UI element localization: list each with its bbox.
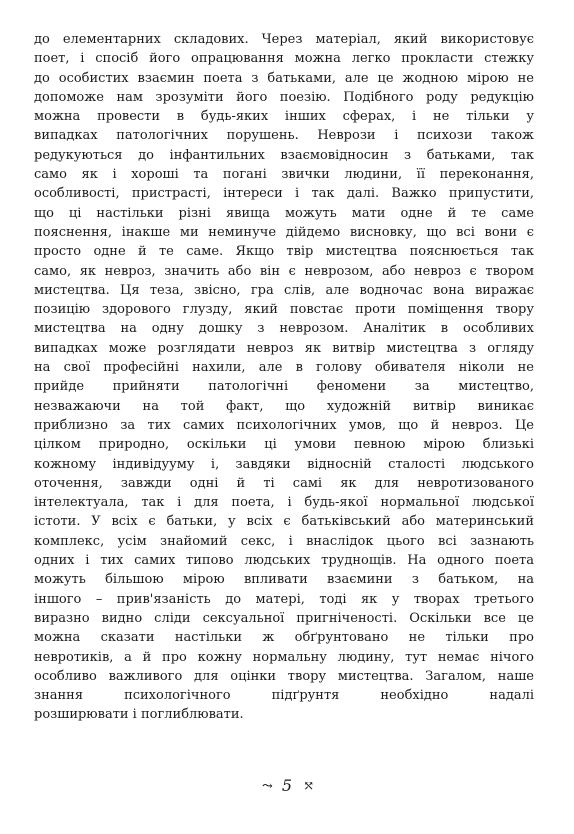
text-line: можна сказати настільки ж обґрунтовано не тільки про [34, 630, 534, 646]
page-footer [0, 776, 574, 795]
text-line: поет, і спосіб його опрацювання можна легко прокласти стежку [34, 51, 534, 67]
text-line: позицію здорового глузду, який повстає проти поміщення твору [34, 302, 534, 318]
text-line: до особистих взаємин поета з батьками, але це жодною мірою не [34, 70, 534, 86]
text-line: що ці настільки різні явища можуть мати одне й те саме [34, 205, 534, 221]
text-line: виразно видно сліди сексуальної пригніченості. Оскільки все це [34, 610, 534, 626]
text-line: прийде прийняти патологічні феномени за мистецтво, [34, 379, 534, 395]
text-line: допоможе нам зрозуміти його поезію. Подібного роду редукцію [34, 89, 534, 105]
text-line: комплекс, усім знайомий секс, і внаслідок цього всі зазнають [34, 533, 534, 549]
text-line: редукуються до інфантильних взаємовідносин з батьками, так [34, 147, 534, 163]
text-line: пояснення, інакше ми неминуче дійдемо висновку, що всі вони є [34, 224, 534, 240]
text-line: істоти. У всіх є батьки, у всіх є батьківський або материнський [34, 514, 534, 530]
text-line: іншого – прив'язаність до матері, тоді як у творах третього [34, 591, 534, 607]
text-line: цілком природно, оскільки ці умови певною мірою близькі [34, 437, 534, 453]
text-line: приблизно за тих самих психологічних умов, що й невроз. Це [34, 417, 534, 433]
text-line: само, як невроз, значить або він є неврозом, або невроз є твором [34, 263, 534, 279]
text-line: розширювати і поглиблювати. [34, 707, 244, 723]
text-line: до елементарних складових. Через матеріал, який використовує [34, 32, 534, 47]
right-ornament-icon: ⤲ [303, 779, 313, 794]
text-line: можуть більшою мірою впливати взаємини з батьком, на [34, 572, 534, 588]
text-line: кожному індивідууму і, завдяки відносній сталості людського [34, 456, 534, 472]
text-line: одних і тих самих типово людських труднощів. На одного поета [34, 553, 534, 569]
text-line: знання психологічного підґрунтя необхідно надалі [34, 688, 534, 704]
left-ornament-icon: ⤳ [261, 779, 271, 794]
text-line: невротиків, а й про кожну нормальну людину, тут немає нічого [34, 649, 534, 665]
text-line: на свої професійні нахили, але в голову обивателя ніколи не [34, 360, 534, 376]
text-line: само як і хороші та погані звички людини, її переконання, [34, 167, 534, 183]
text-line: просто одне й те саме. Якщо твір мистецтва пояснюється так [34, 244, 534, 260]
text-line: випадках патологічних порушень. Неврози і психози також [34, 128, 534, 144]
text-line: мистецтва. Ця теза, звісно, гра слів, але водночас вона виражає [34, 282, 534, 298]
text-line: випадках може розглядати невроз як витвір мистецтва з огляду [34, 340, 534, 356]
body-paragraph [34, 30, 534, 725]
text-line: оточення, завжди одні й ті самі як для невротизованого [34, 475, 534, 491]
text-line: особливості, пристрасті, інтереси і так далі. Важко припустити, [34, 186, 534, 202]
page-number: 5 [281, 776, 293, 795]
text-line: інтелектуала, так і для поета, і будь-якої нормальної людської [34, 495, 534, 511]
text-line: особливо важливого для оцінки твору мистецтва. Загалом, наше [34, 668, 534, 684]
text-line: мистецтва на одну дошку з неврозом. Аналітик в особливих [34, 321, 534, 337]
text-line: незважаючи на той факт, що художній витвір виникає [34, 398, 534, 414]
text-line: можна провести в будь-яких інших сферах, і не тільки у [34, 109, 534, 125]
